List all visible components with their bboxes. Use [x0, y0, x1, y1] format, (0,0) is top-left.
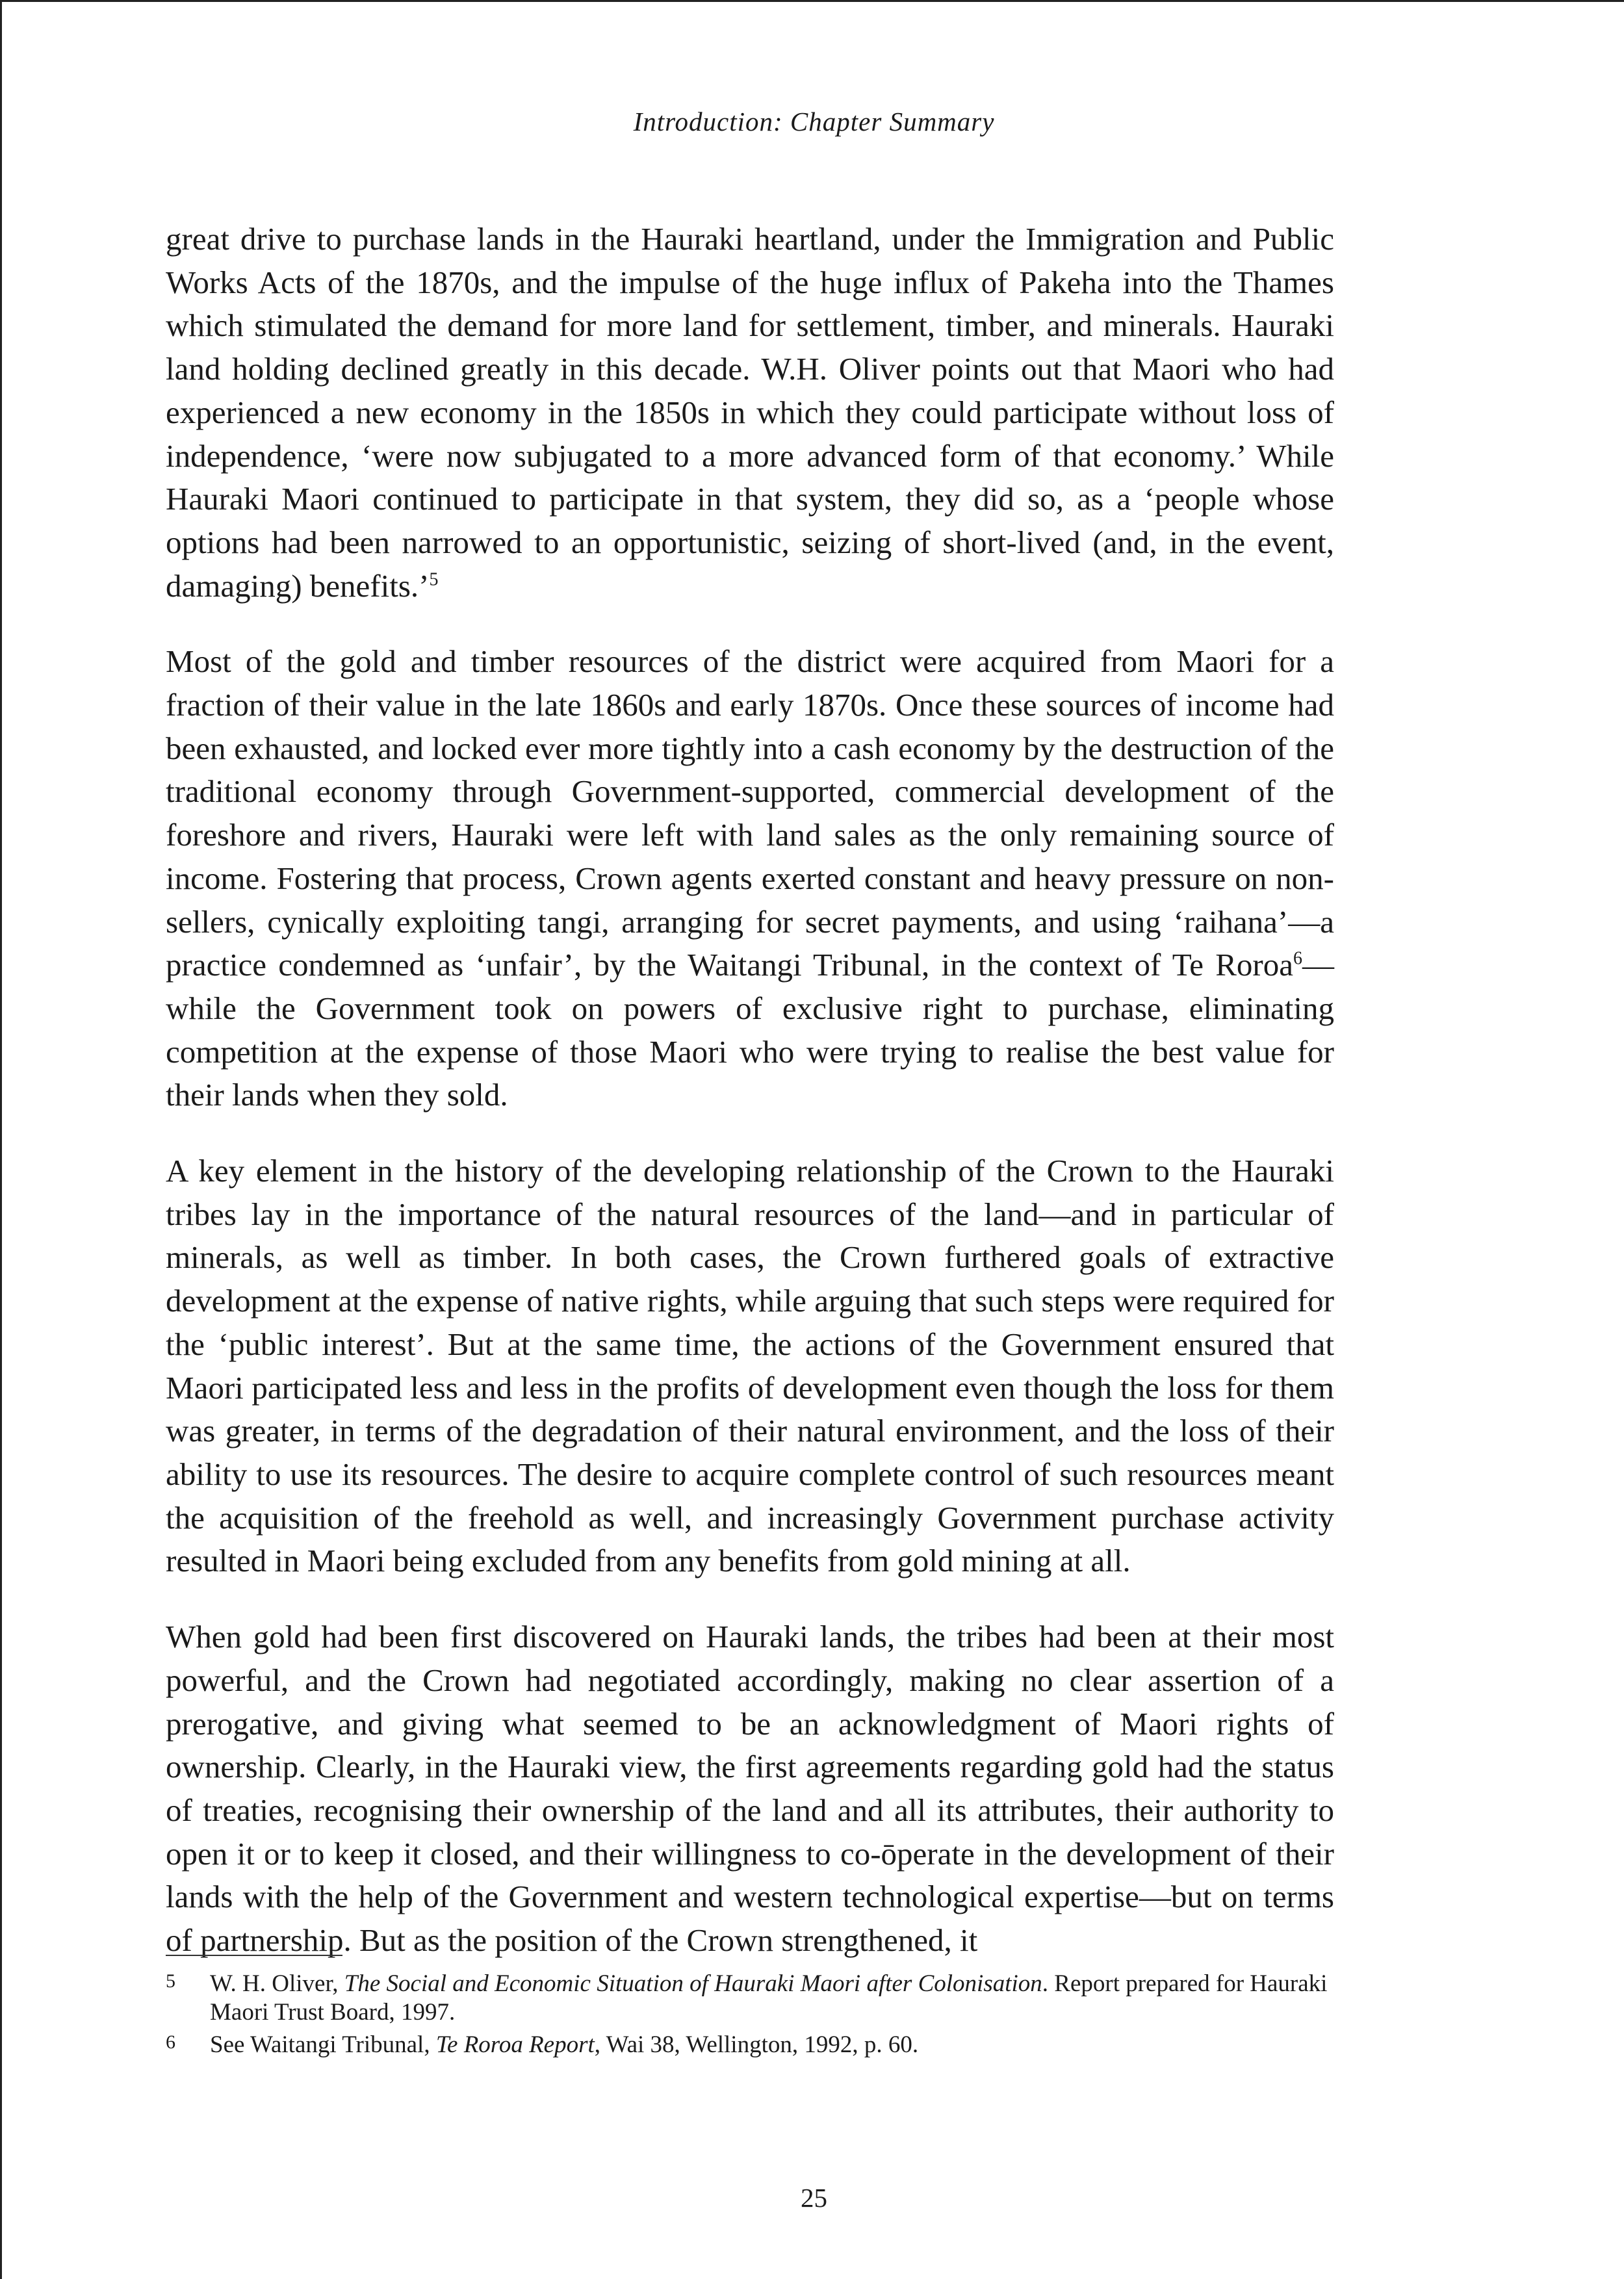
footnote-title: Te Roroa Report	[435, 2031, 595, 2058]
paragraph-2-text-a: Most of the gold and timber resources of the district were acquired from Maori for a fraction of their value in the late 1860s and early 1870s. Once these sources of income had been exhausted, and locked ever more tightly into a cash economy by the destruction of the traditional economy through Government-supported, commercial development of the foreshore and rivers, Hauraki were left with land sales as the only remaining source of income. Fostering that process, Crown agents exerted constant and heavy pressure on non-sellers, cynically exploiting tangi, arranging for secret payments, and using ‘raihana’—a practice condemned as ‘unfair’, by the Waitangi Tribunal, in the context of Te Roroa	[166, 643, 1334, 983]
paragraph-3	[166, 1150, 1334, 1583]
paragraph-2	[166, 640, 1334, 1117]
footnote-author: See Waitangi Tribunal,	[210, 2031, 436, 2058]
footnote-number: 5	[166, 1970, 175, 1992]
footnote-divider	[166, 1955, 342, 1956]
footnote-ref-6[interactable]: 6	[1293, 948, 1302, 969]
paragraph-1	[166, 218, 1334, 608]
page-number: 25	[801, 2183, 827, 2213]
paragraph-4-text: When gold had been first discovered on Hauraki lands, the tribes had been at their most powerful, and the Crown had negotiated accordingly, making no clear assertion of a prerogative, and giving what seemed to be an acknowledgment of Maori rights of ownership. Clearly, in the Hauraki view, the first agreements regarding gold had the status of treaties, recognising their ownership of the land and all its attributes, their authority to open it or to keep it closed, and their willingness to co-ōperate in the development of their lands with the help of the Government and western technological expertise—but on terms of partnership. But as the position of the Crown strengthened, it	[166, 1619, 1334, 1959]
footnote-number: 6	[166, 2031, 175, 2053]
running-header: Introduction: Chapter Summary	[633, 107, 995, 136]
footnote-rest: . Report prepared for Hauraki Maori Trust Board, 1997.	[210, 1970, 1328, 2026]
body-text	[166, 218, 1334, 1995]
paragraph-2-text-b: —while the Government took on powers of exclusive right to purchase, eliminating competition at the expense of those Maori who were trying to realise the best value for their lands when they sold.	[166, 947, 1334, 1113]
footnote-5	[166, 1970, 1334, 2027]
footnote-title: The Social and Economic Situation of Hauraki Maori after Colonisation	[344, 1970, 1042, 1997]
paragraph-3-text: A key element in the history of the developing relationship of the Crown to the Hauraki tribes lay in the importance of the natural resources of the land—and in particular of minerals, as well as timber. In both cases, the Crown furthered goals of extractive development at the expense of native rights, while arguing that such steps were required for the ‘public interest’. But at the same time, the actions of the Government ensured that Maori participated less and less in the profits of development even though the loss for them was greater, in terms of the degradation of their natural environment, and the loss of their ability to use its resources. The desire to acquire complete control of such resources meant the acquisition of the freehold as well, and increasingly Government purchase activity resulted in Maori being excluded from any benefits from gold mining at all.	[166, 1153, 1334, 1579]
footnote-6	[166, 2031, 1334, 2059]
footnote-author: W. H. Oliver,	[210, 1970, 344, 1997]
paragraph-1-text: great drive to purchase lands in the Hauraki heartland, under the Immigration and Public Works Acts of the 1870s, and the impulse of the huge influx of Pakeha into the Thames which stimulated the demand for more land for settlement, timber, and minerals. Hauraki land holding declined greatly in this decade. W.H. Oliver points out that Maori who had experienced a new economy in the 1850s in which they could participate without loss of independence, ‘were now subjugated to a more advanced form of that economy.’ While Hauraki Maori continued to participate in that system, they did so, as a ‘people whose options had been narrowed to an opportunistic, seizing of short-lived (and, in the event, damaging) benefits.’	[166, 221, 1334, 604]
footnote-ref-5[interactable]: 5	[429, 569, 439, 590]
footnote-rest: , Wai 38, Wellington, 1992, p. 60.	[594, 2031, 919, 2058]
paragraph-4	[166, 1616, 1334, 1963]
footnotes	[166, 1970, 1334, 2063]
